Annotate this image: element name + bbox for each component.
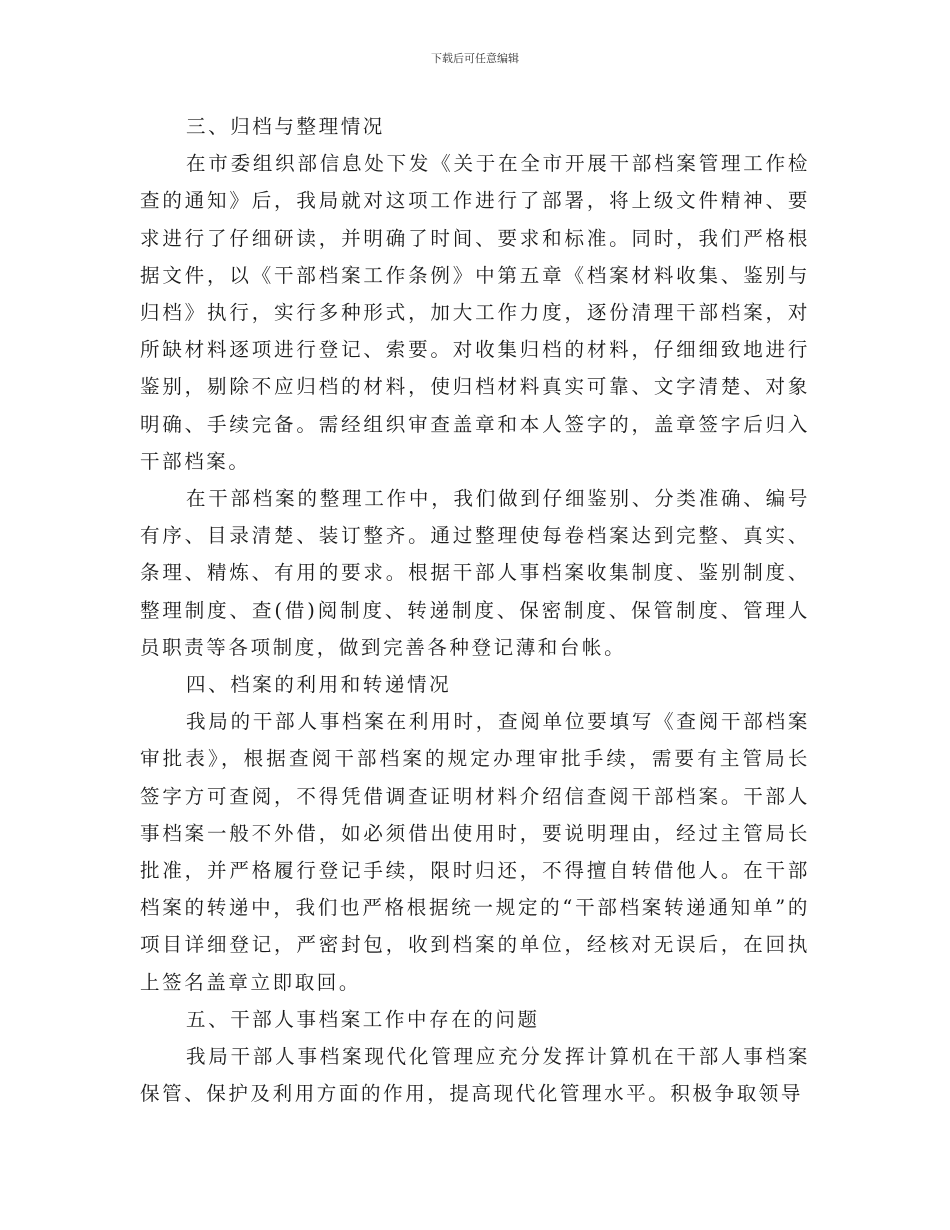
document-body xyxy=(140,108,810,1112)
paragraph: 在干部档案的整理工作中，我们做到仔细鉴别、分类准确、编号有序、目录清楚、装订整齐。通过整理使每卷档案达到完整、真实、条理、精炼、有用的要求。根据干部人事档案收集制度、鉴别制度、整理制度、查(借)阅制度、转递制度、保密制度、保管制度、管理人员职责等各项制度，做到完善各种登记薄和台帐。 xyxy=(140,487,810,659)
section-heading-3: 三、归档与整理情况 xyxy=(186,115,385,138)
paragraph: 在市委组织部信息处下发《关于在全市开展干部档案管理工作检查的通知》后，我局就对这项工作进行了部署，将上级文件精神、要求进行了仔细研读，并明确了时间、要求和标准。同时，我们严格根据文件，以《干部档案工作条例》中第五章《档案材料收集、鉴别与归档》执行，实行多种形式，加大工作力度，逐份清理干部档案，对所缺材料逐项进行登记、索要。对收集归档的材料，仔细细致地进行鉴别，剔除不应归档的材料，使归档材料真实可靠、文字清楚、对象明确、手续完备。需经组织审查盖章和本人签字的，盖章签字后归入干部档案。 xyxy=(140,152,810,473)
section-heading-5: 五、干部人事档案工作中存在的问题 xyxy=(186,1007,540,1031)
section-heading-4: 四、档案的利用和转递情况 xyxy=(186,673,452,697)
header-note: 下载后可任意编辑 xyxy=(431,52,519,65)
paragraph: 我局的干部人事档案在利用时，查阅单位要填写《查阅干部档案审批表》，根据查阅干部档案的规定办理审批手续，需要有主管局长签字方可查阅，不得凭借调查证明材料介绍信查阅干部档案。干部人事档案一般不外借，如必须借出使用时，要说明理由，经过主管局长批准，并严格履行登记手续，限时归还，不得擅自转借他人。在干部档案的转递中，我们也严格根据统一规定的“干部档案转递通知单”的项目详细登记，严密封包，收到档案的单位，经核对无误后，在回执上签名盖章立即取回。 xyxy=(140,710,810,994)
paragraph: 我局干部人事档案现代化管理应充分发挥计算机在干部人事档案保管、保护及利用方面的作用，提高现代化管理水平。积极争取领导 xyxy=(140,1045,810,1106)
